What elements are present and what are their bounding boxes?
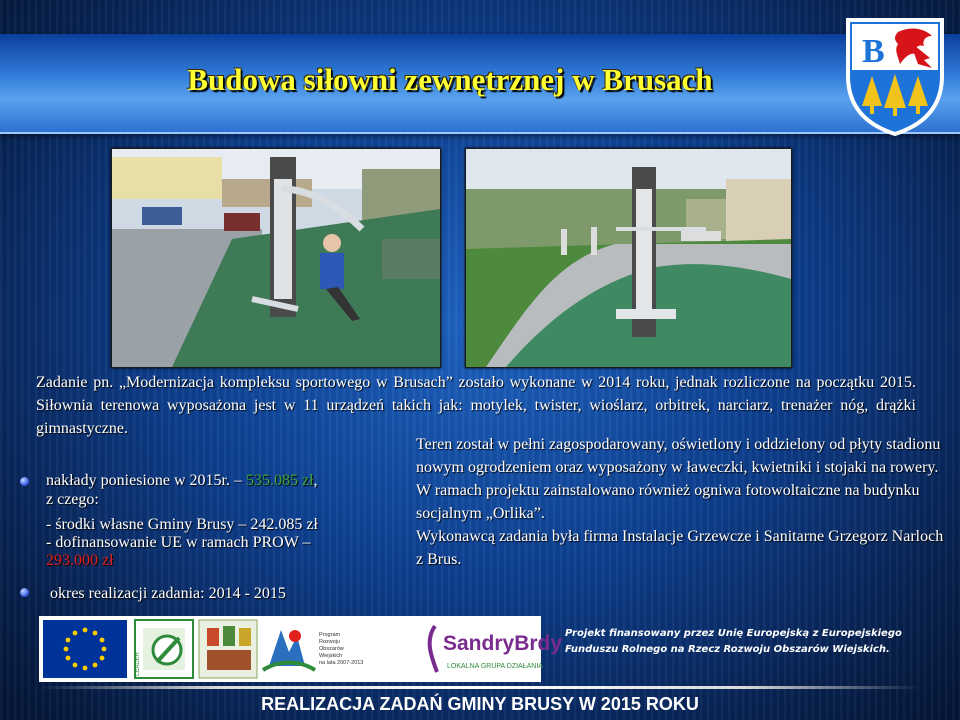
footer-text: REALIZACJA ZADAŃ GMINY BRUSY W 2015 ROKU	[261, 694, 699, 714]
own-funds: - środki własne Gminy Brusy – 242.085 zł	[46, 516, 318, 533]
period-text: okres realizacji zadania: 2014 - 2015	[50, 585, 286, 602]
eu-funding-label: - dofinansowanie UE w ramach PROW –	[46, 534, 311, 551]
sandrybrdy-logo-icon	[430, 626, 563, 672]
details-paragraph	[416, 433, 946, 571]
svg-text:Rozwoju: Rozwoju	[319, 639, 341, 645]
costs-total: 535.085 zł	[245, 472, 314, 489]
svg-text:Obszarów: Obszarów	[319, 646, 344, 652]
prow-logo-icon	[263, 630, 363, 670]
svg-text:LEADER: LEADER	[135, 651, 141, 676]
crest-letter	[862, 33, 885, 70]
funding-note: Projekt finansowany przez Unię Europejską z Europejskiego Funduszu Rolnego na Rzecz Rozwoju Obszarów Wiejskich.	[565, 628, 902, 655]
svg-text:SandryBrdy: SandryBrdy	[443, 632, 563, 655]
details-line-2: W ramach projektu zainstalowano również ogniwa fotowoltaiczne na budynku socjalnym „Orlika”.	[416, 482, 920, 522]
intro-paragraph: Zadanie pn. „Modernizacja kompleksu sportowego w Brusach” zostało wykonane w 2014 roku, jednak rozliczone na początku 2015. Siłownia terenowa wyposażona jest w 11 urządzeń takich jak: motylek, twister, wioślarz, orbitrek, narciarz, trenażer nóg, drążki gimnastyczne.	[36, 374, 916, 437]
coat-of-arms-icon	[840, 14, 950, 138]
svg-text:na lata 2007-2013: na lata 2007-2013	[319, 660, 364, 666]
logos-strip	[39, 616, 563, 682]
regional-logo-icon	[199, 620, 257, 678]
details-line-3: Wykonawcą zadania była firma Instalacje Grzewcze i Sanitarne Grzegorz Narloch z Brus.	[416, 528, 944, 568]
outdoor-gym-photo-1	[111, 148, 441, 368]
bullet-icon	[20, 588, 29, 597]
details-line-1: Teren został w pełni zagospodarowany, oświetlony i oddzielony od płyty stadionu nowym ogrodzeniem oraz wyposażony w ławeczki, kwietniki i stojaki na rowery.	[416, 436, 941, 476]
outdoor-gym-photo-2	[465, 148, 792, 368]
bullet-icon	[20, 477, 29, 486]
eu-funding-value: 293.000 zł	[46, 552, 114, 569]
svg-text:LOKALNA GRUPA DZIAŁANIA: LOKALNA GRUPA DZIAŁANIA	[447, 663, 543, 670]
eu-flag-icon	[43, 620, 127, 678]
costs-label: nakłady poniesione w 2015r. –	[46, 472, 246, 489]
leader-logo-icon	[135, 620, 193, 678]
costs-suffix: ,	[313, 472, 318, 489]
svg-text:Wiejskich: Wiejskich	[319, 653, 343, 659]
footer-divider	[40, 686, 920, 689]
svg-text:Program: Program	[319, 632, 341, 638]
period-bullet	[20, 582, 380, 605]
costs-sub-label: z czego:	[46, 491, 99, 508]
costs-bullet	[20, 471, 400, 570]
slide-title: Budowa siłowni zewnętrznej w Brusach	[187, 62, 713, 97]
svg-text:B: B	[862, 33, 885, 70]
